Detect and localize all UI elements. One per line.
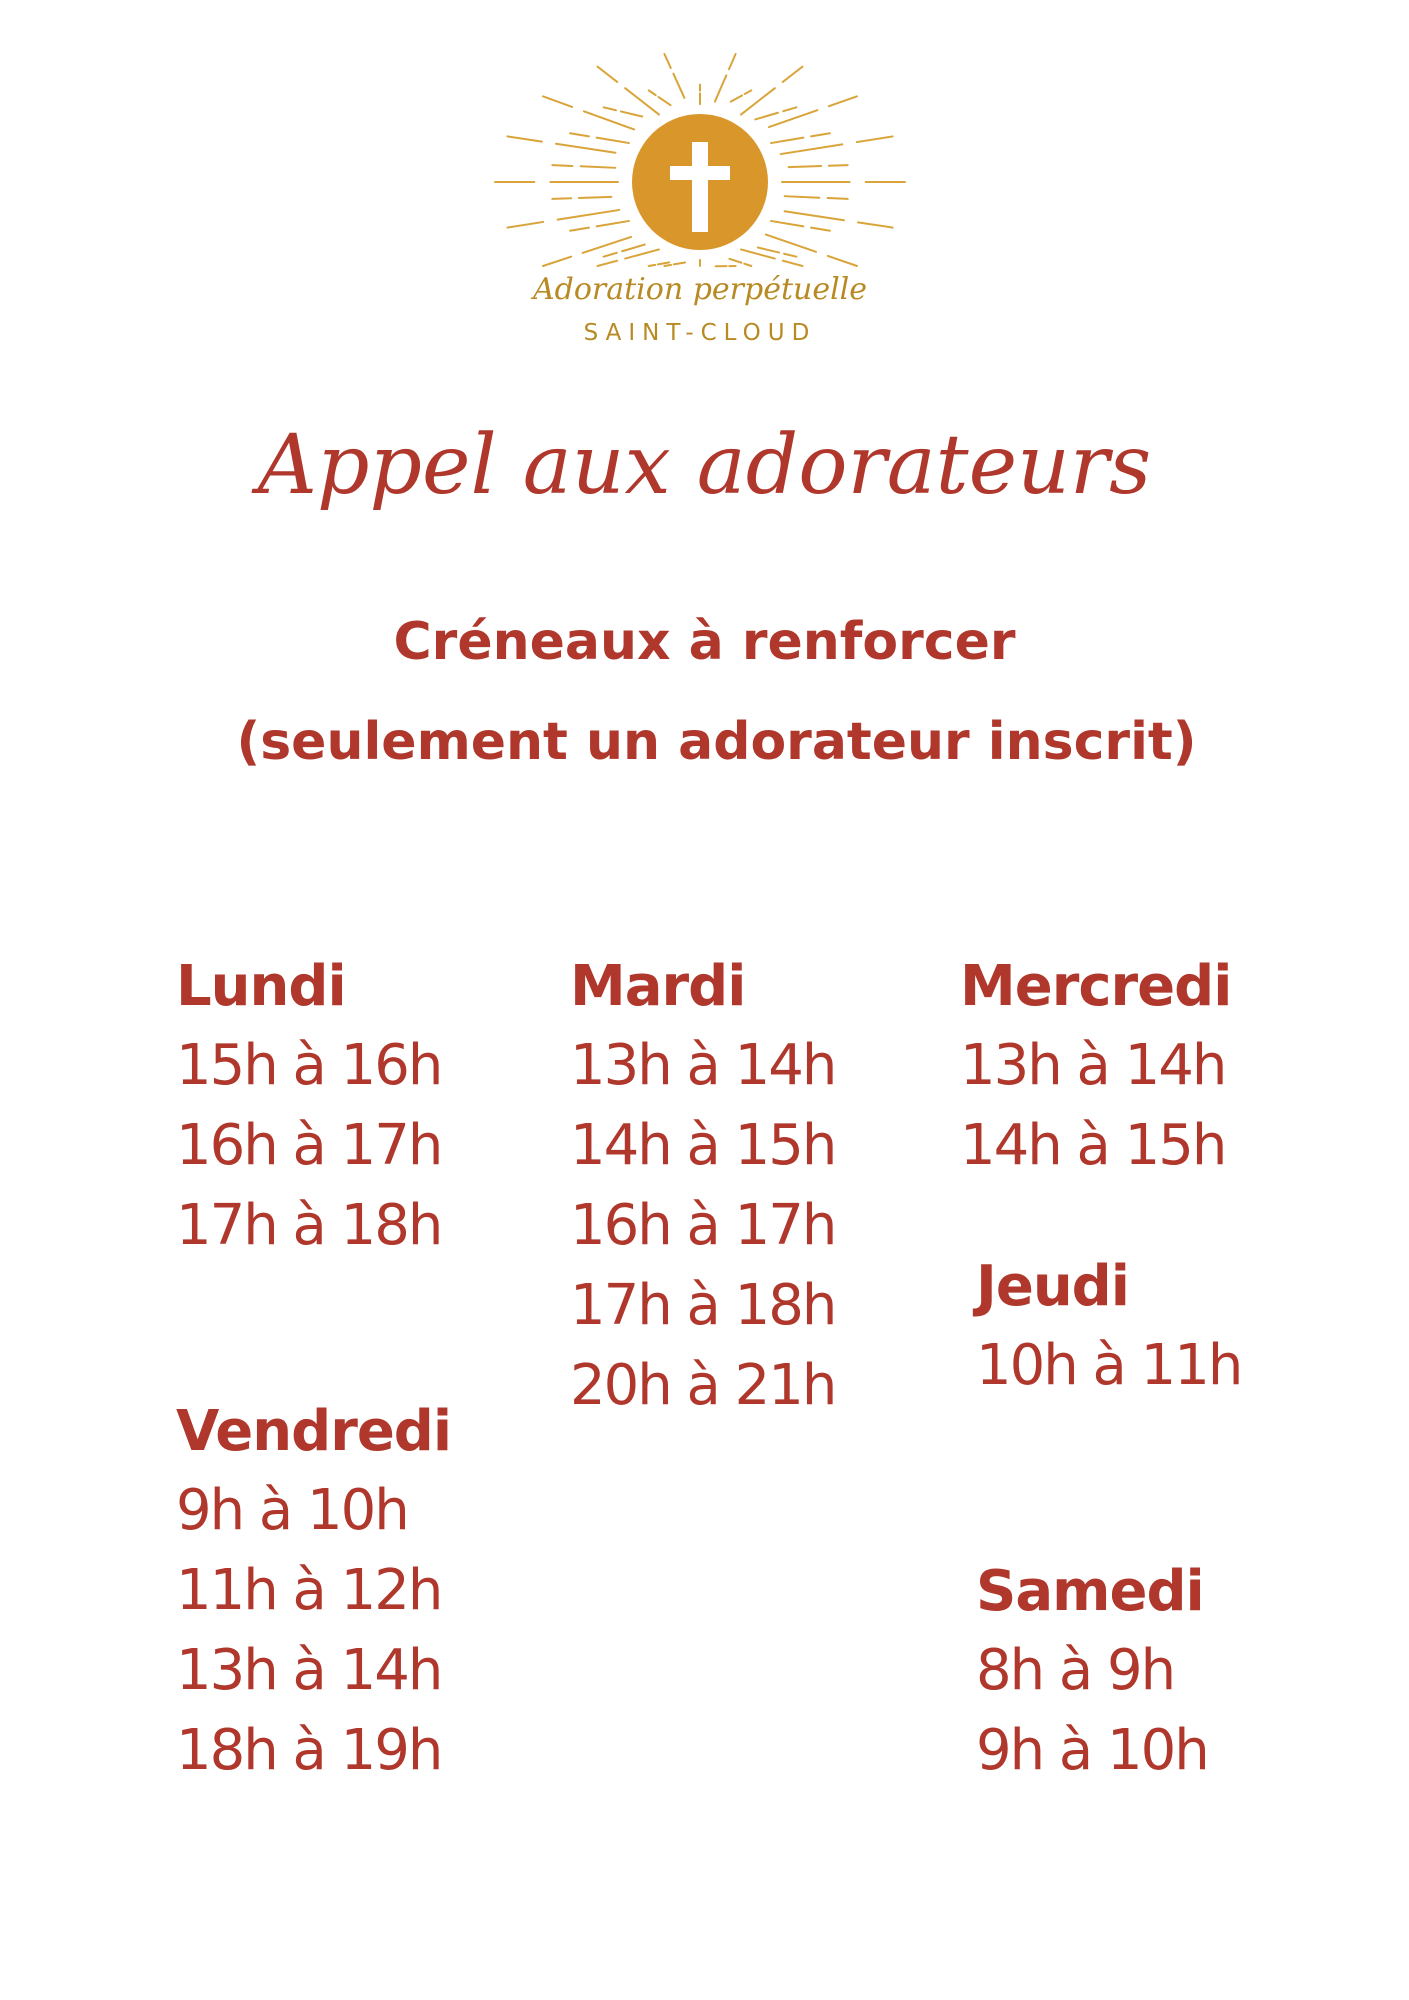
sun-ray	[664, 54, 670, 68]
sun-ray	[570, 133, 589, 136]
sun-ray	[674, 262, 685, 264]
slot: 16h à 17h	[570, 1193, 836, 1258]
slot: 14h à 15h	[960, 1113, 1226, 1178]
sun-ray	[604, 253, 617, 257]
sun-ray	[543, 96, 572, 107]
sun-ray	[625, 88, 659, 114]
day-vendredi	[176, 1393, 576, 1791]
slot: 10h à 11h	[976, 1333, 1242, 1398]
sun-ray	[758, 247, 779, 252]
sun-ray	[811, 133, 830, 136]
sun-ray	[584, 111, 634, 129]
sun-ray	[558, 210, 620, 220]
sun-ray	[857, 136, 893, 142]
slot: 13h à 14h	[176, 1638, 442, 1703]
sun-ray	[597, 138, 629, 143]
subtitle-line1: Créneaux à renforcer	[393, 612, 1016, 672]
sun-ray	[579, 197, 611, 198]
page-title: Appel aux adorateurs	[257, 418, 1152, 513]
sun-ray	[729, 259, 741, 263]
slot: 14h à 15h	[570, 1113, 836, 1178]
sun-ray	[597, 221, 629, 226]
slot: 8h à 9h	[976, 1638, 1175, 1703]
logo-city-text: SAINT-CLOUD	[583, 320, 817, 346]
sun-ray	[625, 249, 659, 258]
sun-ray	[744, 264, 751, 266]
sun-ray	[784, 254, 796, 257]
sun-ray	[755, 113, 778, 120]
sun-ray	[828, 198, 848, 199]
sun-ray	[783, 67, 803, 82]
slot: 9h à 10h	[976, 1718, 1208, 1783]
day-name-jeudi: Jeudi	[976, 1254, 1129, 1319]
sun-ray	[781, 144, 843, 154]
day-name-mardi: Mardi	[570, 954, 746, 1019]
day-samedi	[976, 1553, 1376, 1791]
day-jeudi	[976, 1248, 1376, 1406]
sun-ray	[664, 265, 671, 266]
sun-ray	[552, 165, 572, 166]
sun-ray	[659, 97, 671, 105]
sun-ray	[543, 257, 571, 266]
sun-ray	[783, 261, 803, 266]
sun-ray	[785, 196, 820, 198]
day-name-mercredi: Mercredi	[960, 954, 1232, 1019]
sun-ray	[570, 228, 589, 231]
sun-ray	[811, 228, 830, 231]
sun-ray	[858, 222, 893, 227]
sun-ray	[507, 222, 543, 228]
slot: 13h à 14h	[570, 1033, 836, 1098]
sun-ray	[771, 138, 803, 143]
slot: 9h à 10h	[176, 1478, 408, 1543]
sun-ray	[658, 262, 669, 264]
sun-ray	[785, 211, 844, 220]
sun-ray	[598, 67, 618, 82]
sun-ray	[828, 256, 857, 266]
sun-ray	[829, 165, 848, 166]
day-mercredi	[960, 948, 1360, 1186]
sun-ray	[622, 245, 645, 252]
sun-ray	[729, 54, 736, 69]
day-name-samedi: Samedi	[976, 1559, 1204, 1624]
subtitle-line2: (seulement un adorateur inscrit)	[236, 712, 1197, 772]
logo	[480, 50, 920, 360]
day-name-lundi: Lundi	[176, 954, 346, 1019]
day-lundi	[176, 948, 576, 1266]
sun-ray	[715, 75, 726, 101]
sun-ray	[507, 136, 542, 141]
sun-ray	[673, 74, 684, 98]
sun-ray	[556, 144, 615, 153]
sun-ray	[771, 221, 803, 226]
sun-ray	[598, 261, 618, 266]
slot: 15h à 16h	[176, 1033, 442, 1098]
sun-ray	[789, 166, 821, 167]
slot: 17h à 18h	[176, 1193, 442, 1258]
slot: 13h à 14h	[960, 1033, 1226, 1098]
sun-ray	[604, 107, 616, 110]
sun-ray	[649, 265, 656, 266]
sun-ray	[581, 166, 616, 168]
slot: 18h à 19h	[176, 1718, 442, 1783]
sun-ray	[829, 96, 857, 106]
sun-ray	[783, 107, 796, 111]
slot: 16h à 17h	[176, 1113, 442, 1178]
sun-ray	[621, 111, 642, 116]
sun-ray	[552, 198, 571, 199]
slot: 17h à 18h	[570, 1273, 836, 1338]
slot: 20h à 21h	[570, 1353, 836, 1418]
slot: 11h à 12h	[176, 1558, 442, 1623]
logo-script-text: Adoration perpétuelle	[532, 272, 868, 307]
day-name-vendredi: Vendredi	[176, 1399, 452, 1464]
sun-ray	[766, 235, 816, 252]
sun-ray	[745, 90, 752, 94]
sun-ray	[731, 95, 742, 101]
cross-sun-icon	[480, 50, 920, 270]
day-mardi	[570, 948, 970, 1426]
sun-ray	[649, 90, 656, 95]
